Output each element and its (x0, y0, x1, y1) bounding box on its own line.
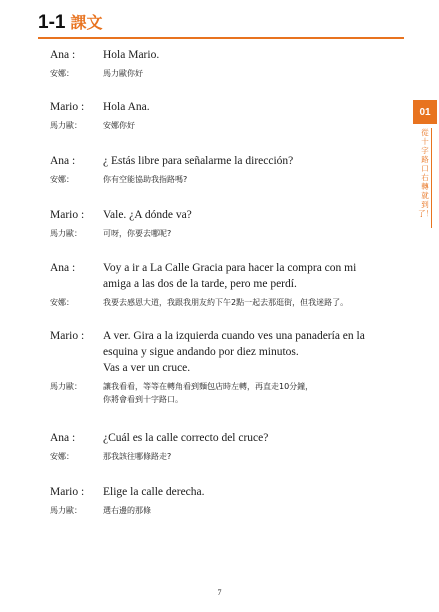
speaker-cn: 馬力歐： (50, 121, 82, 130)
speaker-cn: 安娜： (50, 175, 74, 184)
speaker-cn: 安娜： (50, 298, 74, 307)
speaker-es: Ana : (50, 262, 76, 274)
line-cn: 你有空能協助我指路嗎? (103, 175, 188, 184)
line-es: A ver. Gira a la izquierda cuando ves una panadería en la esquina y sigue andando por diez minutos. Vas a ver un cruce. (103, 330, 365, 374)
dialogue-entry (50, 99, 390, 132)
line-cn: 馬力歐你好 (103, 69, 143, 78)
speaker-es: Ana : (50, 432, 76, 444)
line-cn: 安娜你好 (103, 121, 135, 130)
speaker-cn: 安娜： (50, 69, 74, 78)
speaker-cn: 馬力歐： (50, 506, 82, 515)
line-cn: 我要去感恩大道，我跟我朋友約下午2點一起去那逛街，但我迷路了。 (103, 298, 349, 307)
dialogue-entry (50, 260, 390, 309)
line-es: Hola Ana. (103, 101, 150, 113)
speaker-cn: 安娜： (50, 452, 74, 461)
speaker-es: Mario : (50, 101, 85, 113)
line-es: Hola Mario. (103, 49, 160, 61)
speaker-es: Mario : (50, 330, 85, 342)
lesson-number: 1-1 (38, 12, 66, 33)
line-cn: 那我該往哪條路走? (103, 452, 172, 461)
line-es: Vale. ¿A dónde va? (103, 209, 192, 221)
line-cn: 選右邊的那條 (103, 506, 151, 515)
lesson-title: 課文 (70, 13, 103, 32)
dialogue-entry (50, 430, 390, 463)
header-rule (38, 37, 404, 39)
page-header (38, 10, 102, 34)
page-number: 7 (217, 588, 222, 597)
speaker-es: Mario : (50, 486, 85, 498)
dialogue-entry (50, 47, 390, 80)
line-cn: 可呀，你要去哪呢? (103, 229, 172, 238)
dialogue-entry (50, 328, 390, 406)
line-cn: 讓我看看，等等在轉角看到麵包店時左轉，再直走10分鐘， 你將會看到十字路口。 (103, 382, 314, 404)
dialogue-entry (50, 484, 390, 517)
speaker-cn: 馬力歐： (50, 229, 82, 238)
speaker-es: Mario : (50, 209, 85, 221)
dialogue-entry (50, 153, 390, 186)
line-es: ¿Cuál es la calle correcto del cruce? (103, 432, 269, 444)
chapter-side-title: 從十字路口右轉就到了！ (418, 128, 433, 218)
dialogue-entry (50, 207, 390, 240)
speaker-cn: 馬力歐： (50, 382, 82, 391)
line-es: ¿ Estás libre para señalarme la dirección? (103, 155, 294, 167)
line-es: Voy a ir a La Calle Gracia para hacer la compra con mi amiga a las dos de la tarde, pero me perdí. (103, 262, 357, 290)
chapter-tab: 01 (413, 100, 437, 124)
speaker-es: Ana : (50, 49, 76, 61)
line-es: Elige la calle derecha. (103, 486, 205, 498)
speaker-es: Ana : (50, 155, 76, 167)
